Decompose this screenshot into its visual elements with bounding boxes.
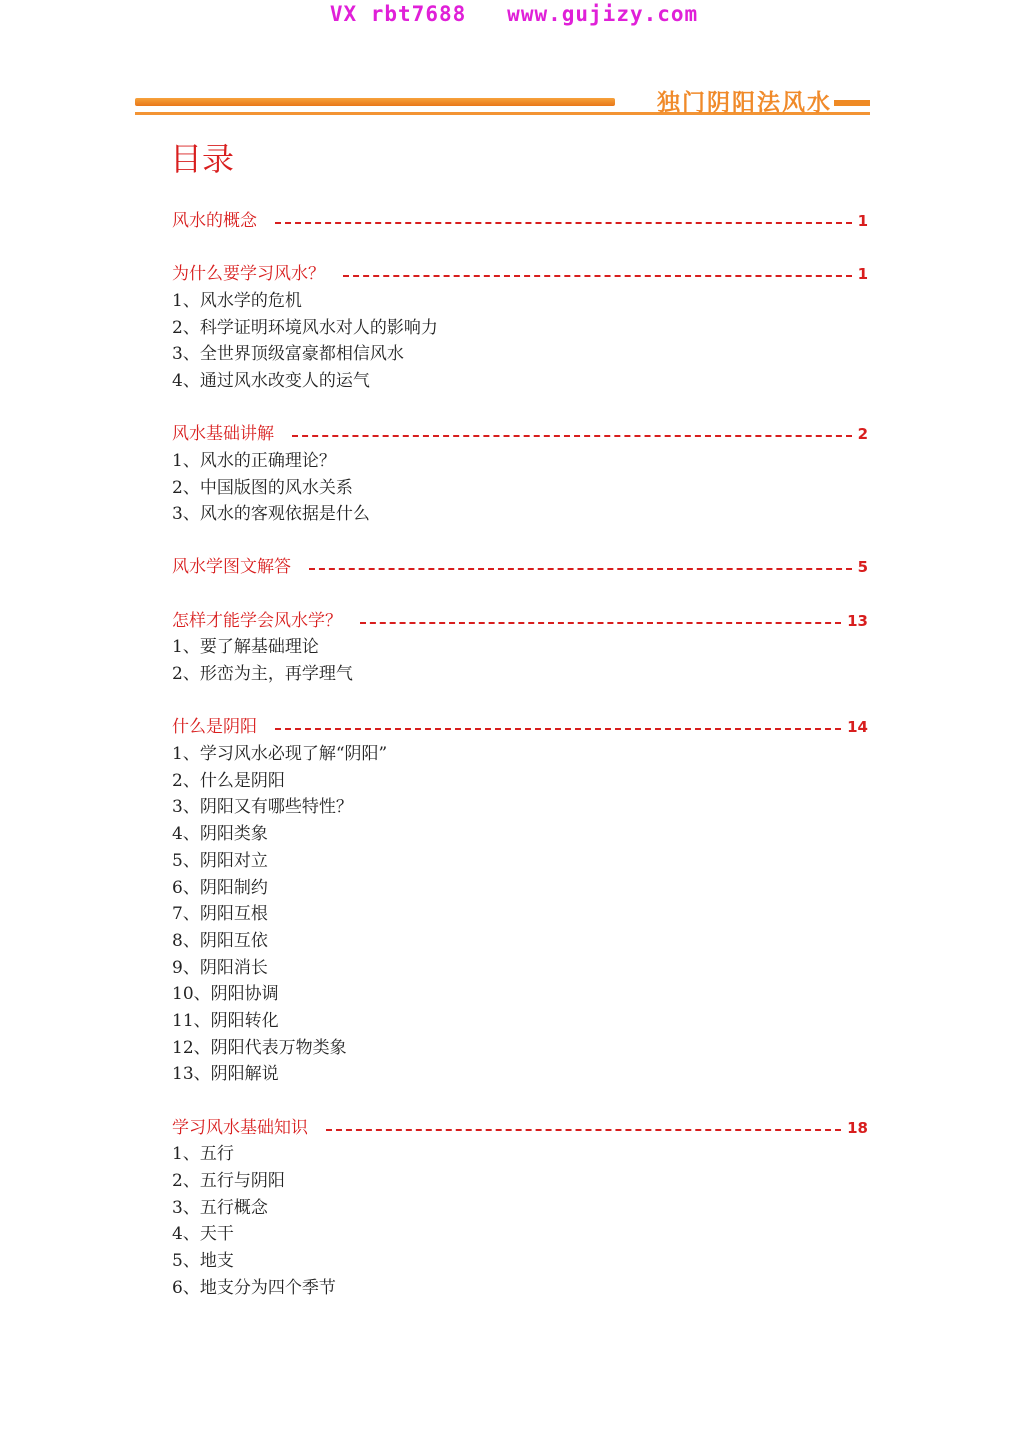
toc-item: 7、阴阳互根 — [172, 904, 268, 924]
toc-leader-dashes — [275, 728, 841, 730]
toc-item: 8、阴阳互依 — [172, 931, 268, 951]
toc-item: 10、阴阳协调 — [172, 984, 279, 1004]
toc-item: 2、科学证明环境风水对人的影响力 — [172, 318, 438, 338]
toc-item: 2、什么是阴阳 — [172, 771, 285, 791]
header-band-bar — [135, 98, 615, 106]
toc-item: 3、风水的客观依据是什么 — [172, 504, 370, 524]
toc-item: 1、风水的正确理论？ — [172, 451, 336, 471]
toc-section-label: 什么是阴阳 — [172, 717, 257, 737]
toc-page-number: 18 — [847, 1119, 868, 1137]
toc-page-number: 5 — [857, 558, 868, 576]
toc-leader-dashes — [326, 1129, 841, 1131]
toc-item: 12、阴阳代表万物类象 — [172, 1038, 347, 1058]
toc-item: 2、中国版图的风水关系 — [172, 478, 353, 498]
toc-page-number: 2 — [857, 425, 868, 443]
toc-item: 13、阴阳解说 — [172, 1064, 279, 1084]
toc-section-label: 学习风水基础知识 — [172, 1118, 308, 1138]
toc-item: 1、学习风水必现了解“阴阳” — [172, 744, 388, 764]
toc-page-number: 1 — [857, 265, 868, 283]
toc-section[interactable] — [172, 554, 868, 580]
toc-section[interactable] — [172, 208, 868, 234]
watermark-text: VX rbt7688 www.gujizy.com — [329, 2, 699, 26]
toc-item: 5、阴阳对立 — [172, 851, 268, 871]
toc-item: 3、阴阳又有哪些特性？ — [172, 797, 353, 817]
toc-item: 1、五行 — [172, 1144, 234, 1164]
toc-section-label: 风水学图文解答 — [172, 557, 291, 577]
toc-section[interactable] — [172, 261, 868, 287]
toc-section-label: 风水基础讲解 — [172, 424, 274, 444]
toc-section-label: 怎样才能学会风水学？ — [172, 611, 342, 631]
page-title: 目录 — [170, 140, 235, 178]
toc-item: 9、阴阳消长 — [172, 958, 268, 978]
toc-item: 3、全世界顶级富豪都相信风水 — [172, 344, 404, 364]
toc-section[interactable] — [172, 714, 868, 740]
toc-item: 4、阴阳类象 — [172, 824, 268, 844]
toc-leader-dashes — [292, 435, 852, 437]
header-band — [135, 84, 870, 124]
header-band-tail — [834, 100, 870, 106]
toc-item: 1、要了解基础理论 — [172, 637, 319, 657]
toc-section[interactable] — [172, 608, 868, 634]
toc-section-label: 风水的概念 — [172, 211, 257, 231]
toc-item: 1、风水学的危机 — [172, 291, 302, 311]
toc-item: 4、通过风水改变人的运气 — [172, 371, 370, 391]
toc-page-number: 13 — [847, 612, 868, 630]
toc-section[interactable] — [172, 1115, 868, 1141]
header-title: 独门阴阳法风水 — [657, 90, 832, 116]
toc-item: 11、阴阳转化 — [172, 1011, 279, 1031]
toc-leader-dashes — [343, 275, 852, 277]
toc-section[interactable] — [172, 421, 868, 447]
toc-item: 6、地支分为四个季节 — [172, 1278, 336, 1298]
toc-item: 2、五行与阴阳 — [172, 1171, 285, 1191]
toc-leader-dashes — [309, 568, 852, 570]
toc-item: 4、天干 — [172, 1224, 234, 1244]
toc-page-number: 1 — [857, 212, 868, 230]
toc-leader-dashes — [275, 222, 852, 224]
toc-item: 5、地支 — [172, 1251, 234, 1271]
toc-page-number: 14 — [847, 718, 868, 736]
toc-leader-dashes — [360, 622, 841, 624]
toc-item: 6、阴阳制约 — [172, 878, 268, 898]
toc-item: 2、形峦为主，再学理气 — [172, 664, 353, 684]
toc-item: 3、五行概念 — [172, 1198, 268, 1218]
toc-section-label: 为什么要学习风水？ — [172, 264, 325, 284]
